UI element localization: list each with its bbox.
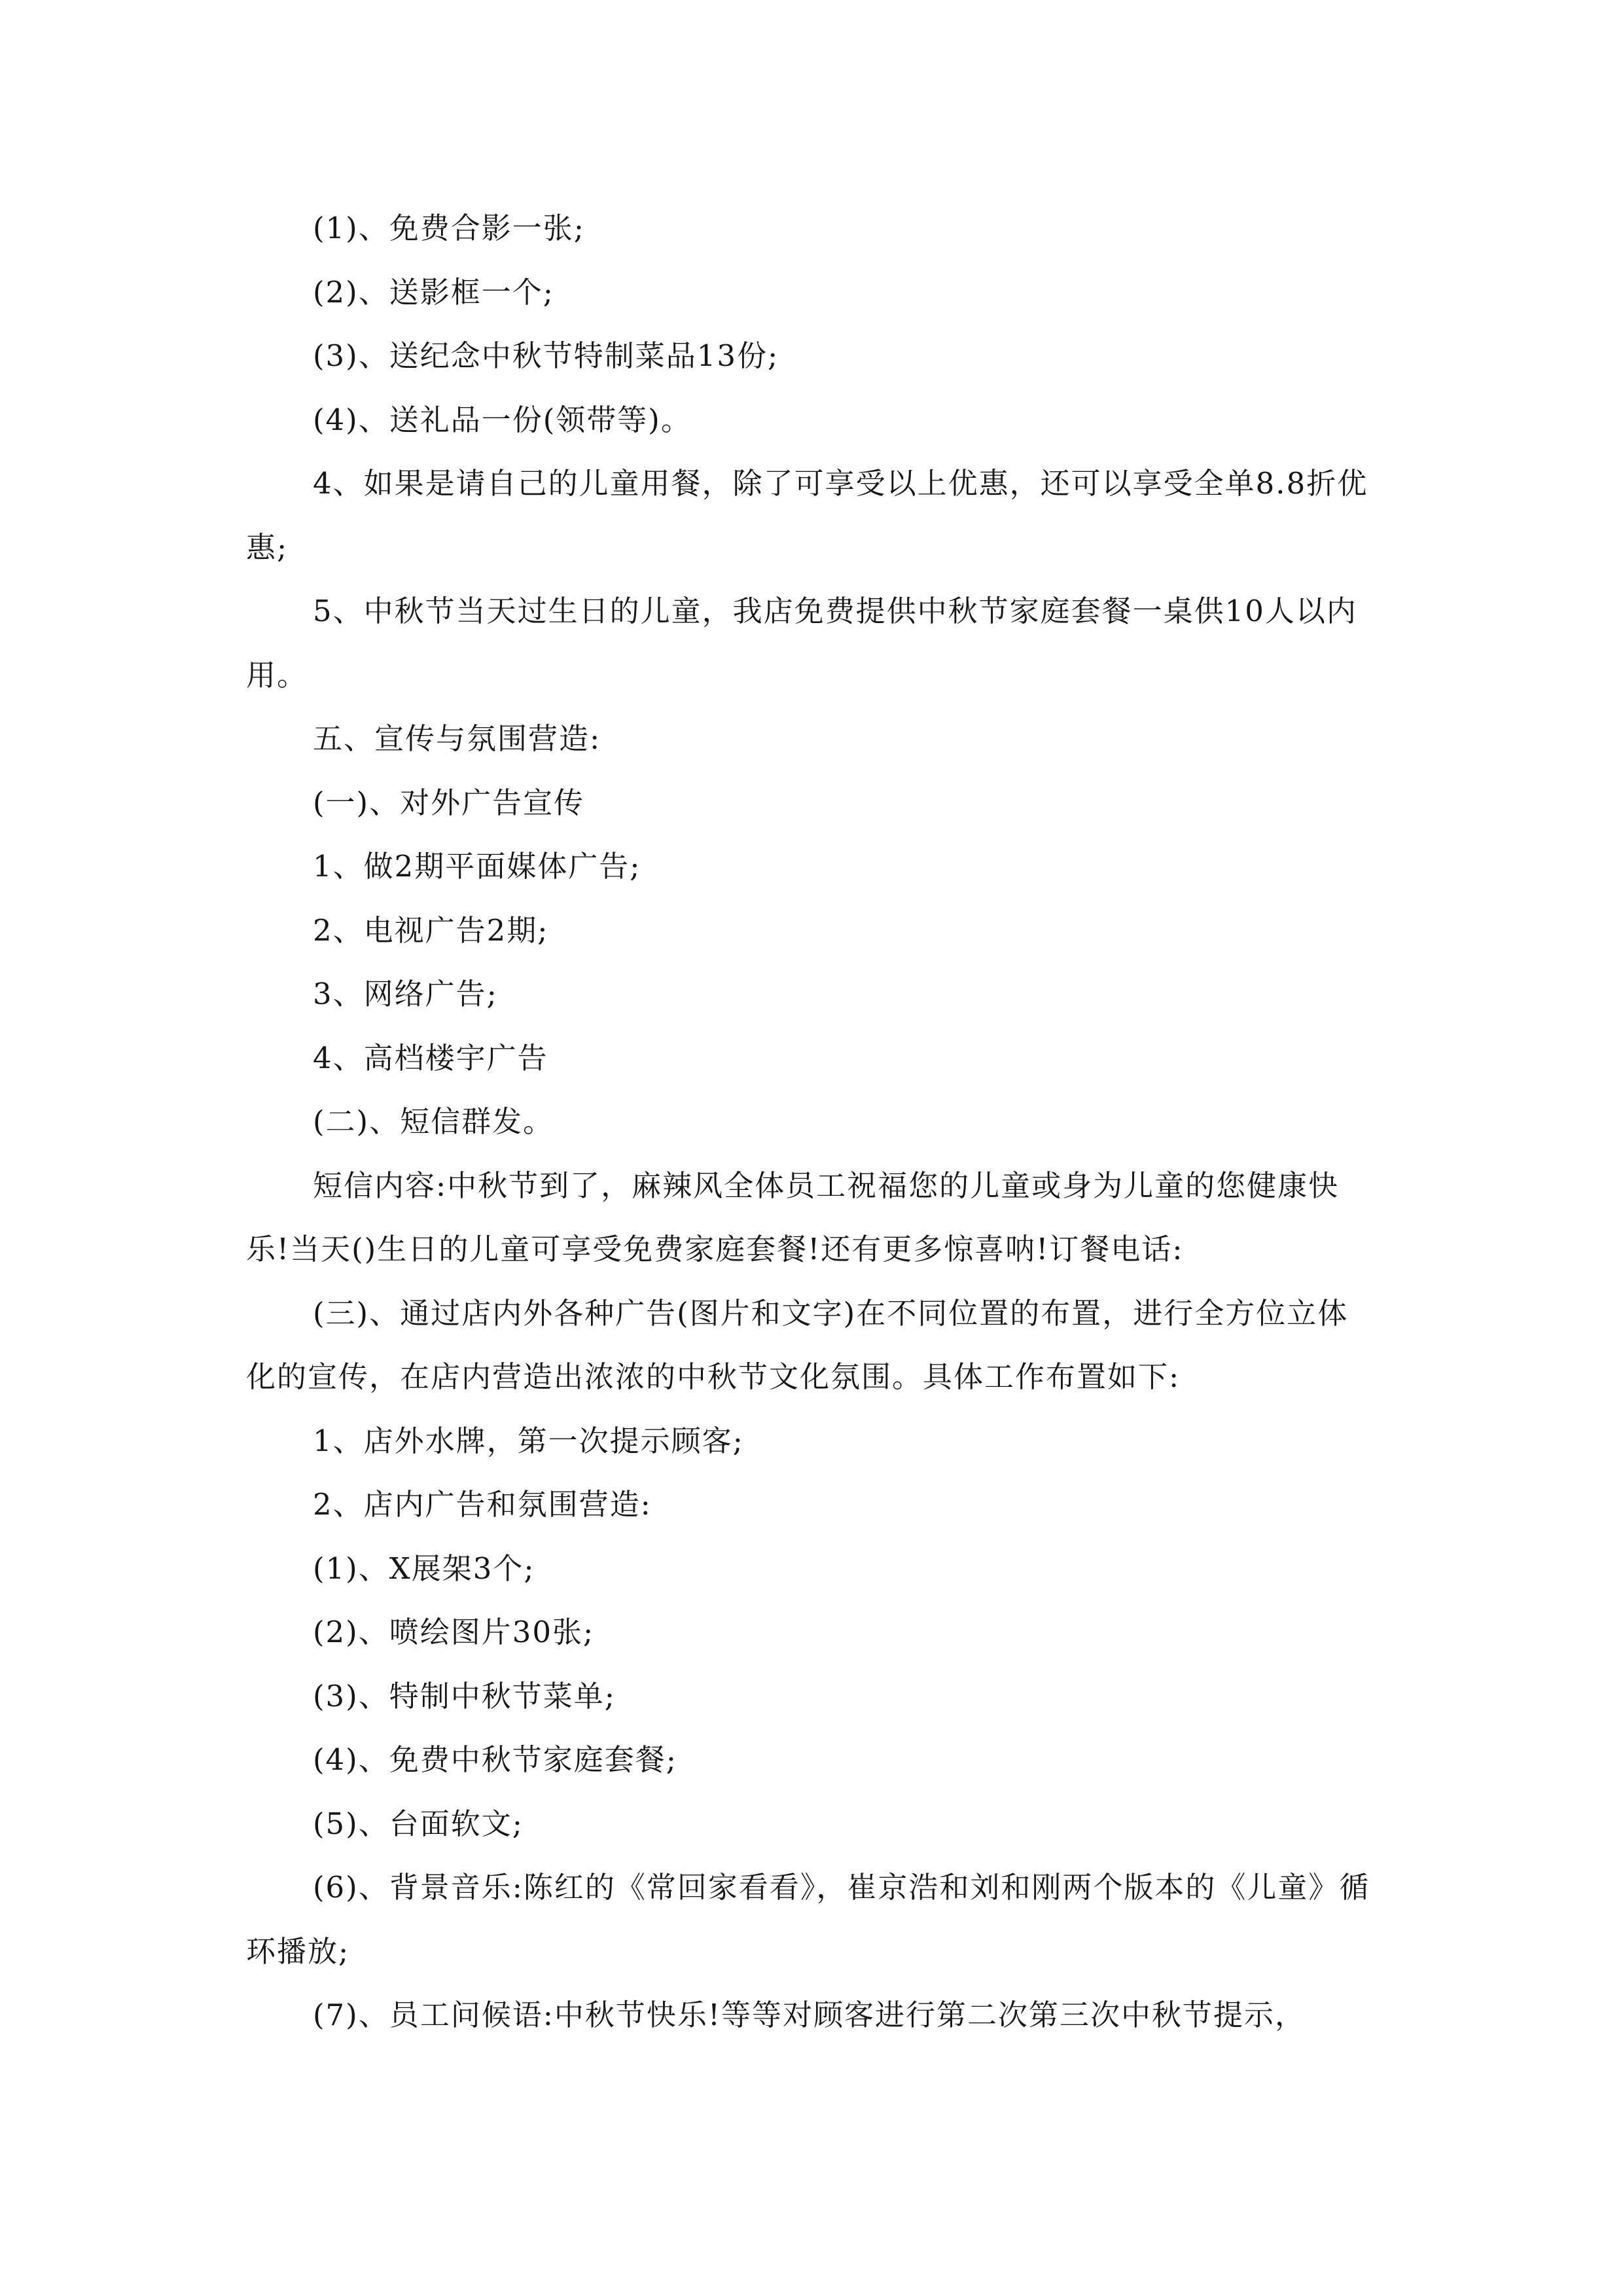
paragraph-sms-content: 短信内容:中秋节到了，麻辣风全体员工祝福您的儿童或身为儿童的您健康快乐!当天()生日的儿童可享受免费家庭套餐!还有更多惊喜呐!订餐电话: [246,1168,1340,1266]
subheading-external-ads: (一)、对外广告宣传 [313,785,585,820]
list-item-print-ads: 1、做2期平面媒体广告; [313,849,641,884]
list-item-staff-greeting: (7)、员工问候语:中秋节快乐!等等对顾客进行第二次第三次中秋节提示， [313,1998,1306,2032]
list-item-photo-frame: (2)、送影框一个; [313,274,554,310]
list-item-gift: (4)、送礼品一份(领带等)。 [313,402,692,437]
list-item-building-ads: 4、高档楼宇广告 [313,1040,548,1075]
list-item-web-ads: 3、网络广告; [313,977,498,1011]
list-item-tv-ads: 2、电视广告2期; [313,912,549,948]
paragraph-discount: 4、如果是请自己的儿童用餐，除了可享受以上优惠，还可以享受全单8.8折优惠; [246,466,1368,565]
subheading-sms: (二)、短信群发。 [313,1104,554,1139]
list-item-background-music: (6)、背景音乐:陈红的《常回家看看》，崔京浩和刘和刚两个版本的《儿童》循环播放; [246,1870,1370,1969]
list-item-family-set: (4)、免费中秋节家庭套餐; [313,1742,677,1777]
list-item-free-photo: (1)、免费合影一张; [313,211,585,245]
paragraph-in-store-ads: (三)、通过店内外各种广告(图片和文字)在不同位置的布置，进行全方位立体化的宣传，在店内营造出浓浓的中秋节文化氛围。具体工作布置如下: [246,1295,1349,1394]
list-item-posters: (2)、喷绘图片30张; [313,1615,595,1649]
list-item-table-copy: (5)、台面软文; [313,1806,524,1841]
list-item-special-menu: (3)、特制中秋节菜单; [313,1678,616,1713]
list-item-special-dishes: (3)、送纪念中秋节特制菜品13份; [313,338,779,373]
list-item-indoor-atmosphere: 2、店内广告和氛围营造: [313,1487,652,1522]
list-item-x-stand: (1)、X展架3个; [313,1551,535,1586]
document-body [246,196,1378,2047]
list-item-outdoor-sign: 1、店外水牌，第一次提示顾客; [313,1423,744,1458]
paragraph-birthday-offer: 5、中秋节当天过生日的儿童，我店免费提供中秋节家庭套餐一桌供10人以内用。 [246,594,1357,692]
section-heading-promotion: 五、宣传与氛围营造: [313,721,601,756]
